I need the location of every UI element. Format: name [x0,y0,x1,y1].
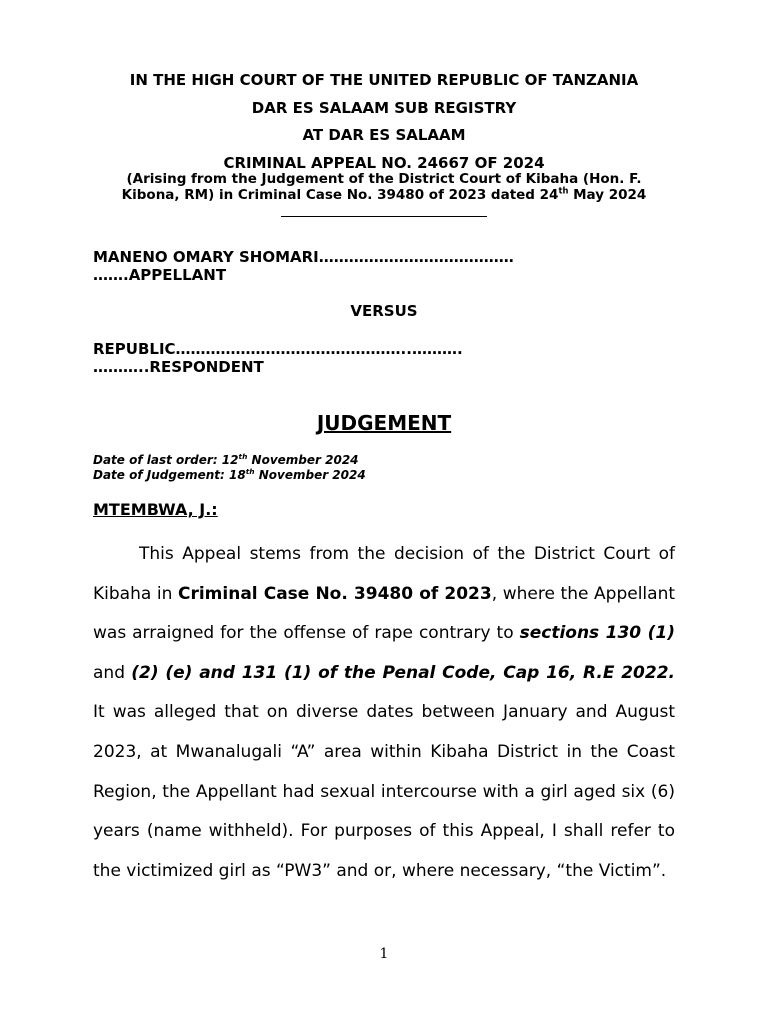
judgement-body [93,535,675,891]
arising-from-note [0,172,768,203]
court-heading-line-3: AT DAR ES SALAAM [302,126,466,144]
date-of-judgement: Date of Judgement: 18th November 2024 [93,466,366,482]
court-heading-line-2: DAR ES SALAAM SUB REGISTRY [251,99,517,117]
case-number: CRIMINAL APPEAL NO. 24667 OF 2024 [223,154,545,172]
arising-line-2: Kibona, RM) in Criminal Case No. 39480 of 2023 dated 24th May 2024 [121,185,647,203]
page-number: 1 [379,946,389,962]
judge-name: MTEMBWA, J.: [93,500,218,519]
appellant-role: …….APPELLANT [93,266,227,284]
respondent-name: REPUBLIC………………………………………..………. [93,340,463,358]
date-of-last-order: Date of last order: 12th November 2024 [93,452,359,467]
appellant-block [93,248,514,284]
court-heading-line-1: IN THE HIGH COURT OF THE UNITED REPUBLIC OF TANZANIA [129,71,639,89]
dates-block [93,453,366,482]
separator-rule [281,216,487,217]
paragraph-1: This Appeal stems from the decision of the District Court of Kibaha in Criminal Case No. 39480 of 2023, where the Appellant was arraigned for the offense of rape contrary to sections 130 (1) and (2) (e) and 131 (1) of the Penal Code, Cap 16, R.E 2022. It was alleged that on diverse dates between January and August 2023, at Mwanalugali “A” area within Kibaha District in the Coast Region, the Appellant had sexual intercourse with a girl aged six (6) years (name withheld). For purposes of this Appeal, I shall refer to the victimized girl as “PW3” and or, where necessary, “the Victim”. [93,544,676,881]
respondent-block [93,340,463,376]
respondent-role: ………..RESPONDENT [93,358,264,376]
arising-line-1: (Arising from the Judgement of the District Court of Kibaha (Hon. F. [126,171,642,187]
judgement-title: JUDGEMENT [316,411,452,435]
versus-label: VERSUS [350,302,418,320]
appellant-name: MANENO OMARY SHOMARI………………………………… [93,248,514,266]
